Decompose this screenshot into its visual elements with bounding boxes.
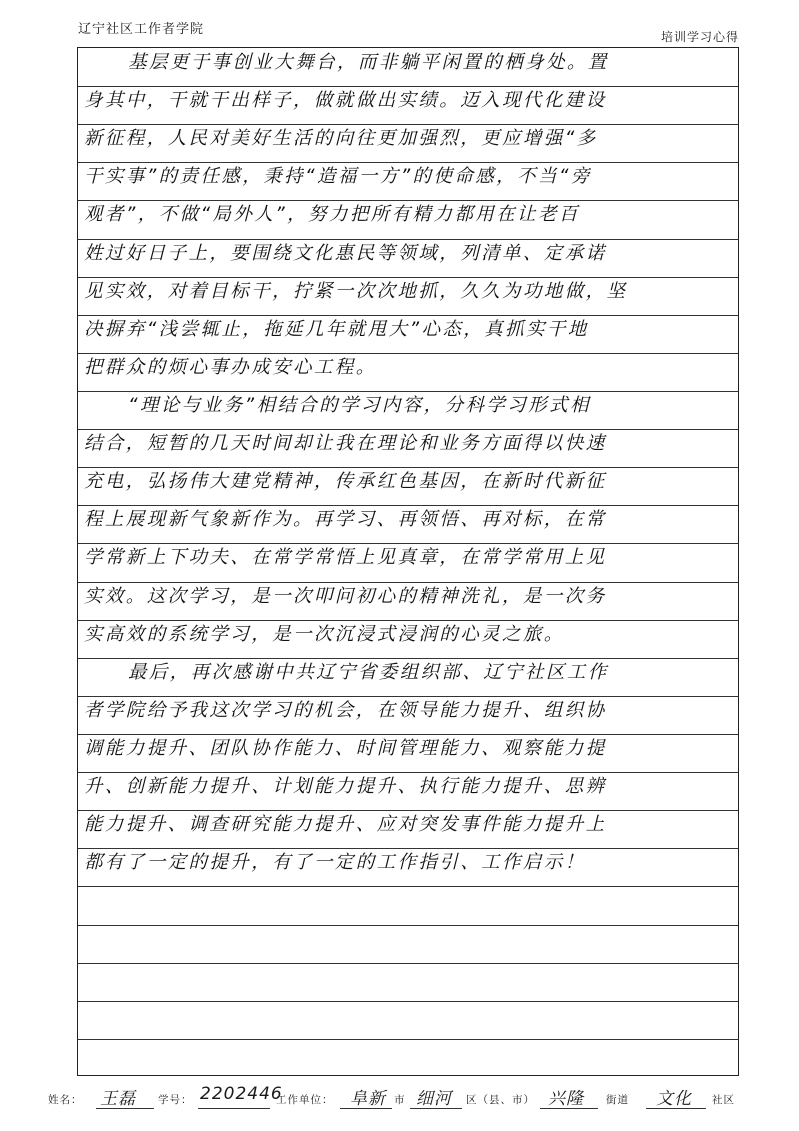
student-id-value: 2202446	[200, 1084, 283, 1104]
footer-info	[40, 1084, 780, 1114]
institution-title: 辽宁社区工作者学院	[78, 22, 205, 37]
handwritten-line: 基层更于事创业大舞台，而非躺平闲置的栖身处。置	[128, 52, 609, 73]
handwritten-line: 实效。这次学习，是一次叩问初心的精神洗礼，是一次务	[84, 585, 607, 607]
district-label: 区（县、市）	[466, 1094, 535, 1106]
handwritten-line: 程上展现新气象新作为。再学习、再领悟、再对标，在常	[84, 509, 607, 531]
handwritten-line: 决摒弃“浅尝辄止，拖延几年就甩大”心态，真抓实干地	[84, 318, 589, 340]
handwritten-line: 学常新上下功夫、在常学常悟上见真章，在常学常用上见	[84, 547, 607, 569]
document-type: 培训学习心得	[660, 30, 739, 44]
handwritten-line: 身其中，干就干出样子，做就做出实绩。迈入现代化建设	[84, 90, 607, 112]
handwritten-line: 新征程，人民对美好生活的向往更加强烈，更应增强“多	[84, 128, 598, 150]
community-value: 文化	[656, 1089, 692, 1109]
handwritten-line: 干实事”的责任感，秉持“造福一方”的使命感，不当“旁	[84, 166, 592, 188]
handwritten-line: 实高效的系统学习，是一次沉浸式浸润的心灵之旅。	[84, 623, 565, 645]
handwritten-line	[78, 882, 738, 920]
handwritten-line	[78, 1035, 738, 1073]
handwritten-line: 调能力提升、团队协作能力、时间管理能力、观察能力提	[84, 738, 607, 759]
student-id-label: 学号：	[158, 1094, 193, 1106]
handwritten-line: 者学院给予我这次学习的机会，在领导能力提升、组织协	[84, 699, 607, 721]
handwritten-line: 能力提升、调查研究能力提升、应对突发事件能力提升上	[84, 814, 607, 836]
handwritten-line: 充电，弘扬伟大建党精神，传承红色基因，在新时代新征	[84, 471, 607, 493]
handwritten-line: 结合，短暂的几天时间却让我在理论和业务方面得以快速	[84, 433, 607, 455]
work-unit-label: 工作单位：	[276, 1094, 334, 1106]
street-label: 街道	[606, 1094, 629, 1106]
handwritten-line: 观者”，不做“局外人”，努力把所有精力都用在让老百	[84, 204, 580, 226]
district-value: 细河	[416, 1089, 452, 1109]
handwritten-line: 见实效，对着目标干，拧紧一次次地抓，久久为功地做，坚	[84, 280, 628, 302]
handwritten-line: 姓过好日子上，要围绕文化惠民等领域，列清单、定承诺	[84, 242, 607, 264]
community-label: 社区	[712, 1094, 735, 1106]
name-value: 王磊	[100, 1089, 136, 1109]
handwritten-line: 把群众的烦心事办成安心工程。	[84, 356, 377, 378]
writing-grid	[77, 47, 739, 1076]
handwritten-line	[78, 997, 738, 1035]
name-label: 姓名：	[48, 1094, 83, 1106]
handwritten-line: 升、创新能力提升、计划能力提升、执行能力提升、思辨	[84, 776, 607, 798]
city-value: 阜新	[350, 1089, 386, 1109]
handwritten-line: 都有了一定的提升，有了一定的工作指引、工作启示！	[84, 852, 586, 874]
handwritten-line	[78, 959, 738, 997]
handwritten-line: “理论与业务”相结合的学习内容，分科学习形式相	[128, 395, 591, 416]
handwritten-line: 最后，再次感谢中共辽宁省委组织部、辽宁社区工作	[128, 661, 609, 683]
handwritten-line	[78, 921, 738, 959]
city-label: 市	[394, 1094, 406, 1106]
street-value: 兴隆	[548, 1089, 584, 1109]
